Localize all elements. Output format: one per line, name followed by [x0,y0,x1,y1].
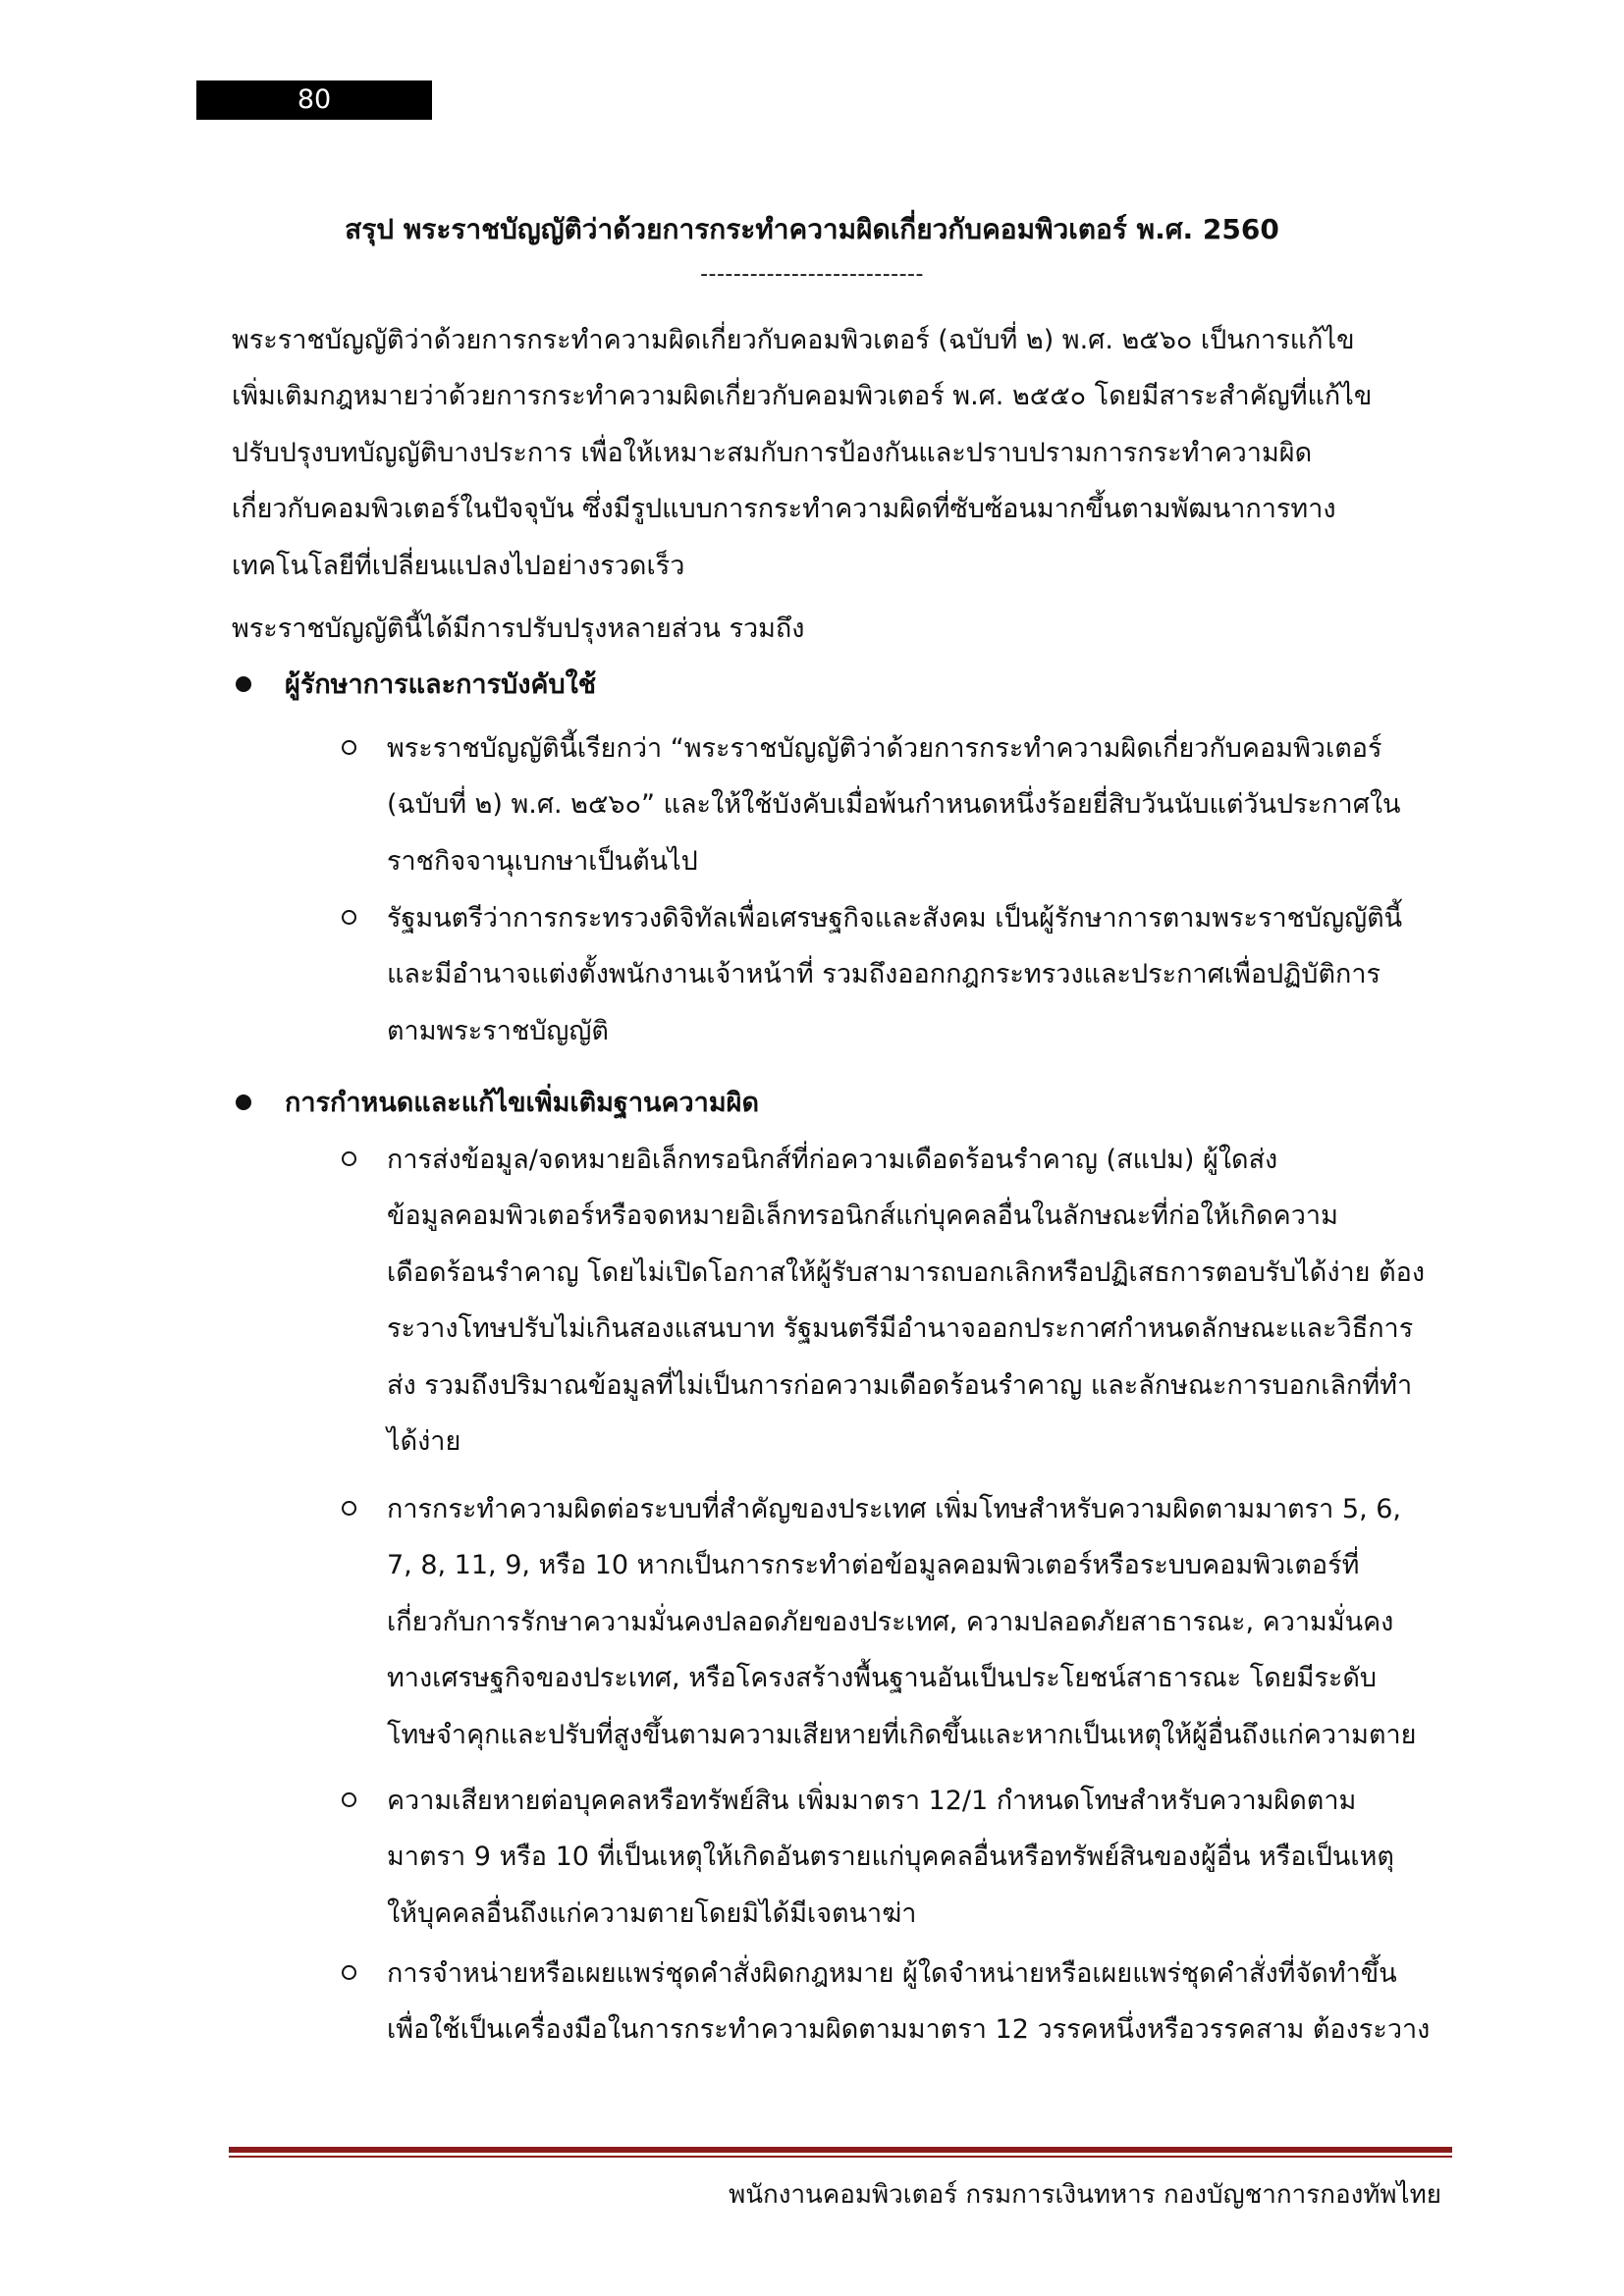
section-heading-text: ผู้รักษาการและการบังคับใช้ [285,669,597,700]
intro-line: เพิ่มเติมกฎหมายว่าด้วยการกระทำความผิดเกี่ยวกับคอมพิวเตอร์ พ.ศ. ๒๕๕๐ โดยมีสาระสำคัญที่แก้ไข [232,381,1373,412]
item-line: รัฐมนตรีว่าการกระทรวงดิจิทัลเพื่อเศรษฐกิจและสังคม เป็นผู้รักษาการตามพระราชบัญญัตินี้ [387,903,1403,934]
circle-bullet-icon [342,1501,356,1516]
item-line: เดือดร้อนรำคาญ โดยไม่เปิดโอกาสให้ผู้รับสามารถบอกเลิกหรือปฏิเสธการตอบรับได้ง่าย ต้อง [387,1256,1426,1288]
footer-rule-thick [229,2147,1452,2153]
circle-bullet-icon [342,910,356,925]
item-line: การส่งข้อมูล/จดหมายอิเล็กทรอนิกส์ที่ก่อความเดือดร้อนรำคาญ (สแปม) ผู้ใดส่ง [387,1145,1278,1175]
circle-bullet-icon [342,1792,356,1807]
list-item [387,1132,1447,1469]
item-line: พระราชบัญญัตินี้เรียกว่า “พระราชบัญญัติว่าด้วยการกระทำความผิดเกี่ยวกับคอมพิวเตอร์ [387,733,1382,764]
item-line: ความเสียหายต่อบุคคลหรือทรัพย์สิน เพิ่มมาตรา 12/1 กำหนดโทษสำหรับความผิดตาม [387,1786,1357,1816]
intro-line: เทคโนโลยีที่เปลี่ยนแปลงไปอย่างรวดเร็ว [232,550,685,581]
footer-rule-thin [229,2156,1452,2158]
document-title: สรุป พระราชบัญญัติว่าด้วยการกระทำความผิดเกี่ยวกับคอมพิวเตอร์ พ.ศ. 2560 [345,213,1279,245]
item-line: ให้บุคคลอื่นถึงแก่ความตายโดยมิได้มีเจตนาฆ่า [387,1897,917,1929]
item-line: ตามพระราชบัญญัติ [387,1015,609,1046]
item-line: ส่ง รวมถึงปริมาณข้อมูลที่ไม่เป็นการก่อความเดือดร้อนรำคาญ และลักษณะการบอกเลิกที่ทำ [387,1369,1413,1401]
item-line: การกระทำความผิดต่อระบบที่สำคัญของประเทศ เพิ่มโทษสำหรับความผิดตามมาตรา 5, 6, [387,1494,1402,1524]
page-number-box: 80 [196,80,432,120]
circle-bullet-icon [342,1151,356,1166]
section-heading-text: การกำหนดและแก้ไขเพิ่มเติมฐานความผิด [285,1088,759,1118]
item-line: และมีอำนาจแต่งตั้งพนักงานเจ้าหน้าที่ รวมถึงออกกฎกระทรวงและประกาศเพื่อปฏิบัติการ [387,959,1380,990]
item-line: ได้ง่าย [387,1425,461,1457]
intro-line: ปรับปรุงบทบัญญัติบางประการ เพื่อให้เหมาะสมกับการป้องกันและปราบปรามการกระทำความผิด [232,437,1313,468]
intro-second-paragraph [232,601,1439,657]
item-line: ราชกิจจานุเบกษาเป็นต้นไป [387,845,698,877]
item-line: 7, 8, 11, 9, หรือ 10 หากเป็นการกระทำต่อข้อมูลคอมพิวเตอร์หรือระบบคอมพิวเตอร์ที่ [387,1550,1360,1581]
item-line: ระวางโทษปรับไม่เกินสองแสนบาท รัฐมนตรีมีอำนาจออกประกาศกำหนดลักษณะและวิธีการ [387,1313,1414,1345]
intro-line: พระราชบัญญัติว่าด้วยการกระทำความผิดเกี่ยวกับคอมพิวเตอร์ (ฉบับที่ ๒) พ.ศ. ๒๕๖๐ เป็นการแก้ไข [232,325,1355,355]
item-line: มาตรา 9 หรือ 10 ที่เป็นเหตุให้เกิดอันตรายแก่บุคคลอื่นหรือทรัพย์สินของผู้อื่น หรือเป็นเหตุ [387,1842,1394,1873]
intro-paragraph [232,312,1439,594]
bullet-dot-icon [236,1095,251,1110]
list-item [387,1773,1447,1942]
list-item [387,1481,1447,1763]
circle-bullet-icon [342,1965,356,1980]
title-divider: --------------------------- [700,262,924,287]
circle-bullet-icon [342,740,356,755]
item-line: โทษจำคุกและปรับที่สูงขึ้นตามความเสียหายที่เกิดขึ้นและหากเป็นเหตุให้ผู้อื่นถึงแก่ความตาย [387,1719,1417,1750]
list-item [387,721,1447,889]
item-line: เกี่ยวกับการรักษาความมั่นคงปลอดภัยของประเทศ, ความปลอดภัยสาธารณะ, ความมั่นคง [387,1606,1394,1637]
bullet-dot-icon [236,676,251,692]
intro-line: พระราชบัญญัตินี้ได้มีการปรับปรุงหลายส่วน รวมถึง [232,614,805,644]
intro-line: เกี่ยวกับคอมพิวเตอร์ในปัจจุบัน ซึ่งมีรูปแบบการกระทำความผิดที่ซับซ้อนมากขึ้นตามพัฒนาการทาง [232,494,1336,525]
item-line: ข้อมูลคอมพิวเตอร์หรือจดหมายอิเล็กทรอนิกส์แก่บุคคลอื่นในลักษณะที่ก่อให้เกิดความ [387,1201,1338,1232]
list-item [387,1946,1447,2058]
item-line: ทางเศรษฐกิจของประเทศ, หรือโครงสร้างพื้นฐานอันเป็นประโยชน์สาธารณะ โดยมีระดับ [387,1663,1378,1694]
section-heading [285,1075,759,1131]
list-item [387,890,1447,1059]
footer-text: พนักงานคอมพิวเตอร์ กรมการเงินทหาร กองบัญชาการกองทัพไทย [729,2180,1441,2210]
section-heading [285,657,596,713]
item-line: (ฉบับที่ ๒) พ.ศ. ๒๕๖๐” และให้ใช้บังคับเมื่อพ้นกำหนดหนึ่งร้อยยี่สิบวันนับแต่วันประกาศใน [387,789,1401,821]
item-line: เพื่อใช้เป็นเครื่องมือในการกระทำความผิดตามมาตรา 12 วรรคหนึ่งหรือวรรคสาม ต้องระวาง [387,2014,1431,2046]
item-line: การจำหน่ายหรือเผยแพร่ชุดคำสั่งผิดกฎหมาย ผู้ใดจำหน่ายหรือเผยแพร่ชุดคำสั่งที่จัดทำขึ้น [387,1958,1397,1989]
